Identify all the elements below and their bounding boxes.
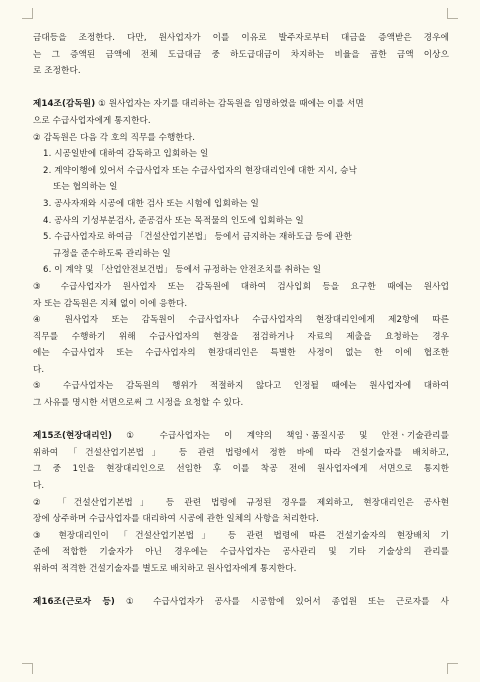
list-item: 6. 이 계약 및 「산업안전보건법」 등에서 규정하는 안전조치를 취하는 일 <box>43 265 322 276</box>
text-line: 준에 적합한 기술자가 아닌 경우에는 수급사업자는 공사관리 및 기타 기술상의 관리를 <box>33 547 449 558</box>
text-line: 으로 수급사업자에게 통지한다. <box>33 115 151 126</box>
list-item: 5. 수급사업자로 하여금 「건설산업기본법」 등에서 금지하는 재하도급 등에 관한 <box>43 232 352 243</box>
list-item: 1. 시공일반에 대하여 감독하고 입회하는 일 <box>43 149 209 160</box>
page-corner-mark <box>447 663 458 674</box>
page-corner-mark <box>447 8 458 19</box>
text-line: 자 또는 감독원은 지체 없이 이에 응한다. <box>33 298 188 309</box>
article-16-heading: 제16조(근로자 등) <box>33 597 115 608</box>
text-line: 로 조정한다. <box>33 66 81 77</box>
page-corner-mark <box>22 663 33 674</box>
list-item-continuation: 규정을 준수하도록 관리하는 일 <box>53 248 171 259</box>
article-15-heading: 제15조(현장대리인) <box>33 431 113 442</box>
text-line: 위하여 적격한 건설기술자를 별도로 배치하고 원사업자에게 통지한다. <box>33 564 297 574</box>
article-16-first-line: 제16조(근로자 등) ① 수급사업자가 공사를 시공함에 있어서 종업원 또는 근로자를 사 <box>33 597 449 608</box>
text-line: 금대등을 조정한다. 다만, 원사업자가 이를 이유로 발주자로부터 대금을 증액받은 경우에 <box>33 33 449 43</box>
list-item: 4. 공사의 기성부분검사, 준공검사 또는 목적물의 인도에 입회하는 일 <box>43 215 304 226</box>
page-corner-mark <box>22 8 33 19</box>
article-14-first-line: 제14조(감독원) ① 원사업자는 자기를 대리하는 감독원을 임명하였을 때에는 이를 서면 <box>33 99 364 110</box>
text-line: ② 「건설산업기본법」 등 관련 법령에 규정된 경우를 제외하고, 현장대리인은 공사현 <box>33 497 449 508</box>
text-line: 직무를 수행하기 위해 수급사업자의 현장을 점검하거나 자료의 제출을 요청하는 경우 <box>33 331 449 342</box>
text-line: ④ 원사업자 또는 감독원이 수급사업자나 수급사업자의 현장대리인에게 제2항에 따른 <box>33 315 449 326</box>
text-line: 그 사유를 명시한 서면으로써 그 시정을 요청할 수 있다. <box>33 398 244 409</box>
text-line: 에는 수급사업자 또는 수급사업자의 현장대리인은 특별한 사정이 없는 한 이에 협조한 <box>33 348 449 359</box>
text-line: ③ 수급사업자가 원사업자 또는 감독원에 대하여 검사입회 등을 요구한 때에는 원사업 <box>33 281 449 292</box>
list-item: 3. 공사자재와 시공에 대한 검사 또는 시험에 입회하는 일 <box>43 198 259 209</box>
text-line: 위하여 「건설산업기본법」 등 관련 법령에서 정한 바에 따라 건설기술자를 배치하고, <box>33 447 449 458</box>
text-line: 다. <box>33 364 45 375</box>
article-15-first-line: 제15조(현장대리인) ① 수급사업자는 이 계약의 책임ㆍ품질시공 및 안전ㆍ기술관리를 <box>33 431 449 442</box>
text-line: ② 감독원은 다음 각 호의 직무를 수행한다. <box>33 132 196 143</box>
list-item: 2. 계약이행에 있어서 수급사업자 또는 수급사업자의 현장대리인에 대한 지시, 승낙 <box>43 165 357 176</box>
text-line: 장에 상주하며 수급사업자를 대리하여 시공에 관한 일체의 사항을 처리한다. <box>33 514 319 525</box>
text-line: ③ 현장대리인이 「건설산업기본법」 등 관련 법령에 따른 건설기술자의 현장배치 기 <box>33 530 449 541</box>
document-body <box>33 30 449 611</box>
article-14-heading: 제14조(감독원) <box>33 99 96 110</box>
text-line: 는 그 증액된 금액에 전체 도급대금 중 하도급대금이 차지하는 비율을 곱한 금액 이상으 <box>33 49 449 60</box>
text-line: 다. <box>33 481 45 492</box>
text-line: 그 중 1인을 현장대리인으로 선임한 후 이를 착공 전에 원사업자에게 서면으로 통지한 <box>33 464 449 475</box>
text-line: ⑤ 수급사업자는 감독원의 행위가 적절하지 않다고 인정될 때에는 원사업자에 대하여 <box>33 381 449 392</box>
list-item-continuation: 또는 협의하는 일 <box>53 182 118 193</box>
